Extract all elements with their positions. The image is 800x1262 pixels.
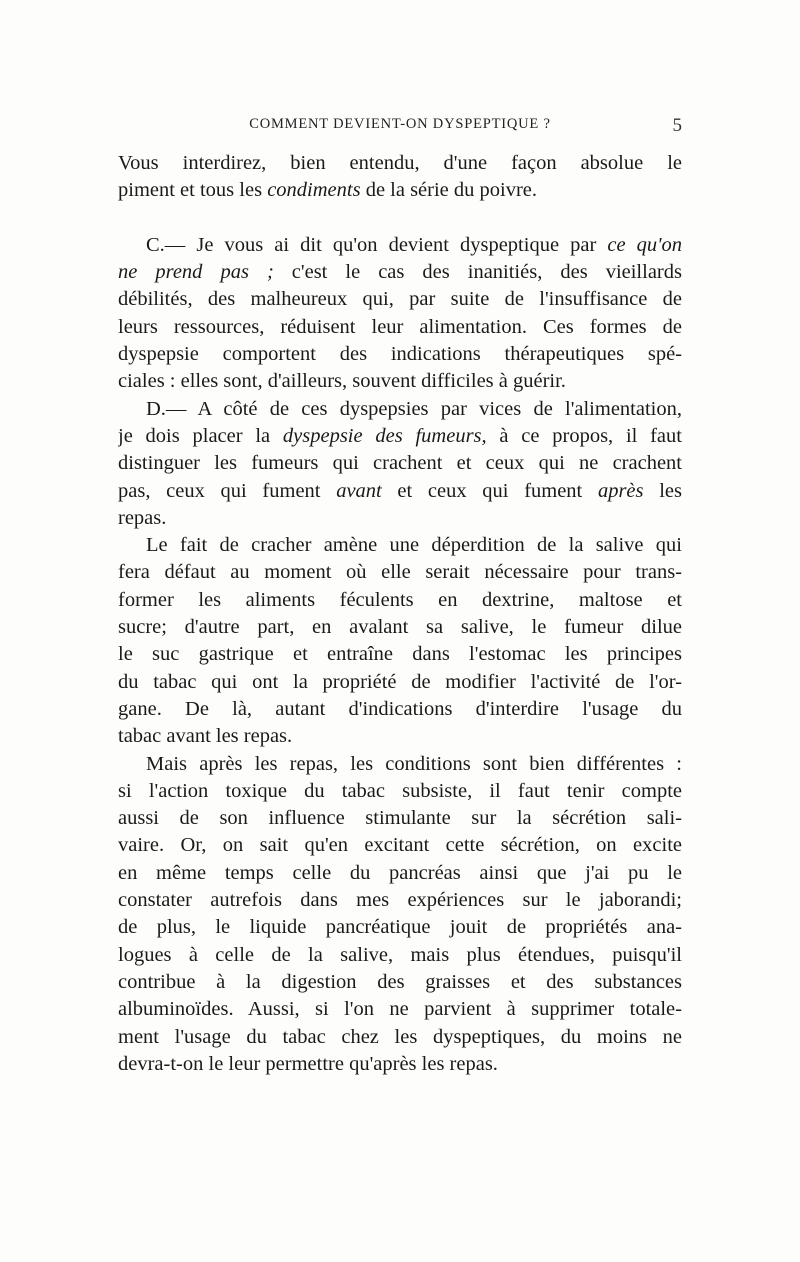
text-line: ciales : elles sont, d'ailleurs, souvent difficiles à guérir. [118, 370, 566, 393]
text-line: de plus, le liquide pancréatique jouit de propriétés ana- [118, 916, 682, 939]
paragraph-cracher [118, 532, 682, 750]
text-line: former les aliments féculents en dextrine, maltose et [118, 588, 682, 611]
paragraph-c [118, 232, 682, 396]
paragraph-gap [118, 205, 682, 232]
body-text [118, 150, 682, 1078]
text-line: piment et tous les condiments de la série du poivre. [118, 179, 538, 202]
italic-term: dyspepsie des fumeurs, [282, 424, 487, 447]
text-line: aussi de son influence stimulante sur la sécrétion sali- [118, 807, 682, 830]
text-line: leurs ressources, réduisent leur alimentation. Ces formes de [118, 315, 682, 338]
text-line: je dois placer la dyspepsie des fumeurs, à ce propos, il faut [118, 424, 682, 447]
running-head [118, 116, 682, 138]
text-line: du tabac qui ont la propriété de modifier l'activité de l'or- [118, 670, 682, 693]
italic-term: ce qu'on [607, 233, 682, 256]
text-line: devra-t-on le leur permettre qu'après les repas. [118, 1052, 498, 1075]
paragraph-1 [118, 150, 682, 205]
text-line: si l'action toxique du tabac subsiste, il faut tenir compte [118, 779, 682, 802]
text-line: albuminoïdes. Aussi, si l'on ne parvient à supprimer totale- [118, 998, 682, 1021]
text-line: Vous interdirez, bien entendu, d'une façon absolue le [118, 152, 682, 174]
text-line: tabac avant les repas. [118, 725, 293, 748]
paragraph-d [118, 396, 682, 532]
text-line: en même temps celle du pancréas ainsi que j'ai pu le [118, 861, 682, 884]
text-line: le suc gastrique et entraîne dans l'estomac les principes [118, 643, 682, 666]
text-line: Le fait de cracher amène une déperdition de la salive qui [146, 534, 682, 557]
text-line: logues à celle de la salive, mais plus étendues, puisqu'il [118, 943, 682, 966]
text-line: ne prend pas ; c'est le cas des inanitiés, des vieillards [118, 261, 682, 284]
italic-term: condiments [267, 179, 361, 202]
text-line: constater autrefois dans mes expériences sur le jaborandi; [118, 889, 682, 912]
text-line: gane. De là, autant d'indications d'interdire l'usage du [118, 697, 682, 720]
italic-term: après [597, 479, 644, 502]
paragraph-apres-repas [118, 751, 682, 1079]
text-line: dyspepsie comportent des indications thérapeutiques spé- [118, 343, 682, 366]
text-line: sucre; d'autre part, en avalant sa salive, le fumeur dilue [118, 616, 682, 639]
text-line: débilités, des malheureux qui, par suite de l'insuffisance de [118, 288, 682, 311]
text-line: repas. [118, 506, 167, 529]
text-line: D.— A côté de ces dyspepsies par vices de l'alimentation, [146, 397, 682, 420]
text-line: distinguer les fumeurs qui crachent et ceux qui ne crachent [118, 452, 682, 475]
running-title: COMMENT DEVIENT-ON DYSPEPTIQUE ? [249, 116, 551, 132]
text-line: pas, ceux qui fument avant et ceux qui fument après les [118, 479, 682, 502]
text-line: fera défaut au moment où elle serait nécessaire pour trans- [118, 561, 682, 584]
text-line: contribue à la digestion des graisses et des substances [118, 970, 682, 993]
page-number: 5 [672, 115, 682, 136]
text-line: vaire. Or, on sait qu'en excitant cette sécrétion, on excite [118, 834, 682, 857]
text-line: ment l'usage du tabac chez les dyspeptiques, du moins ne [118, 1025, 682, 1048]
text-line: C.— Je vous ai dit qu'on devient dyspeptique par ce qu'on [146, 233, 682, 256]
italic-term: avant [336, 479, 382, 502]
text-line: Mais après les repas, les conditions sont bien différentes : [146, 752, 682, 775]
italic-term: ne prend pas ; [118, 261, 274, 284]
